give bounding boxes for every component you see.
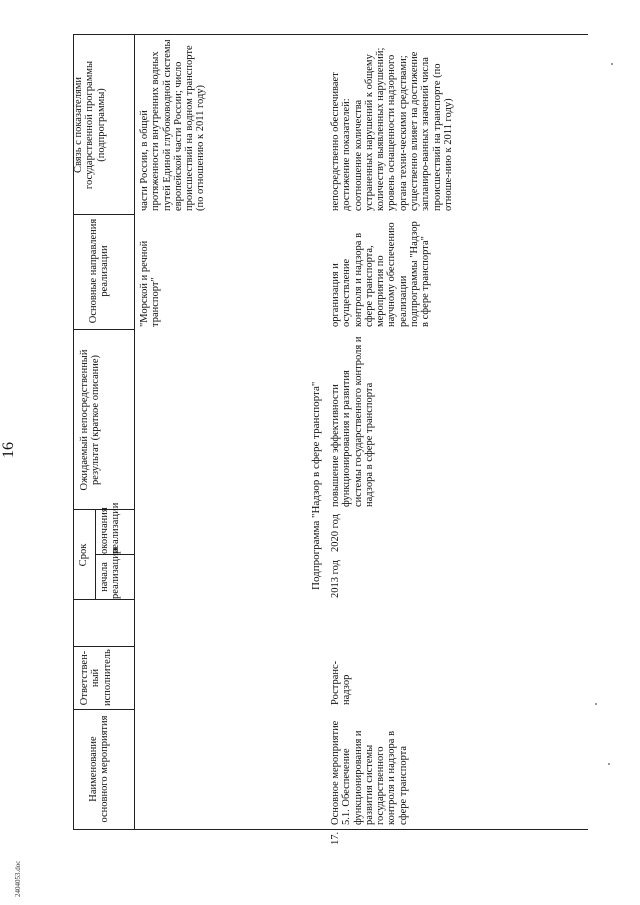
col-divider-7 bbox=[73, 214, 135, 215]
row-directions: организация и осуществление контроля и надзора в сфере транспорта, мероприятия по научному обеспечению реализации подпрограммы "Надзор в сфере транспорта" bbox=[330, 221, 432, 327]
subprogram-title: Подпрограмма "Надзор в сфере транспорта" bbox=[310, 381, 322, 590]
page-number: 16 bbox=[0, 442, 17, 458]
row-start: 2013 год bbox=[330, 560, 341, 598]
scan-speck bbox=[595, 703, 597, 705]
col-divider-1 bbox=[73, 709, 135, 710]
row-name: Основное мероприятие 5.1. Обеспечение функционирования и развития системы государственного контроля и надзора в сфере транспорта bbox=[330, 720, 409, 825]
header-term: Срок bbox=[78, 543, 89, 567]
row-link: непосредственно обеспечивает достижение показателей: соотношение количества устраненных нарушений к общему количеству выявленных нарушений; уровень оснащенности надзорного органа техни-ческими средствами; существенно влияет на достижение запланиро-ванных значений числа происшествий на транспорте (по отноше-нию к 2011 году) bbox=[330, 47, 454, 211]
header-name: Наименование основного мероприятия bbox=[88, 715, 111, 823]
header-result: Ожидаемый непосредственный результат (краткое описание) bbox=[79, 349, 102, 491]
header-bottom-border bbox=[134, 35, 135, 830]
continuation-directions: "Морской и речной транспорт" bbox=[139, 240, 162, 327]
row-responsible: Ространс-надзор bbox=[330, 660, 353, 705]
header-link: Связь с показателями государственной программы (подпрограммы) bbox=[73, 60, 107, 190]
col-divider-2 bbox=[73, 646, 135, 647]
table-left-border bbox=[73, 829, 588, 830]
continuation-link: части России, в общей протяженности внутренних водных путей Единой глубоководной системы европейской части России; число происшествий на водном транспорте (по отношению к 2011 году) bbox=[139, 39, 207, 211]
row-number: 17. bbox=[330, 831, 341, 845]
row-end: 2020 год bbox=[330, 514, 341, 552]
scan-speck bbox=[608, 763, 610, 765]
header-responsible: Ответствен-ный исполнитель bbox=[79, 649, 113, 706]
term-split-border bbox=[95, 510, 96, 600]
header-directions: Основные направления реализации bbox=[88, 218, 111, 324]
scan-speck bbox=[611, 63, 613, 65]
row-result: повышение эффективности функционирования и развития системы государственного контроля и надзора в сфере транспорта bbox=[330, 336, 375, 507]
header-term-start: начала реализации bbox=[99, 547, 122, 599]
col-divider-6 bbox=[73, 329, 135, 330]
footer-filename: 2404053.doc bbox=[14, 860, 22, 897]
header-term-end: окончания реализации bbox=[99, 502, 122, 554]
table-right-border bbox=[73, 34, 588, 35]
col-divider-3 bbox=[73, 599, 135, 600]
